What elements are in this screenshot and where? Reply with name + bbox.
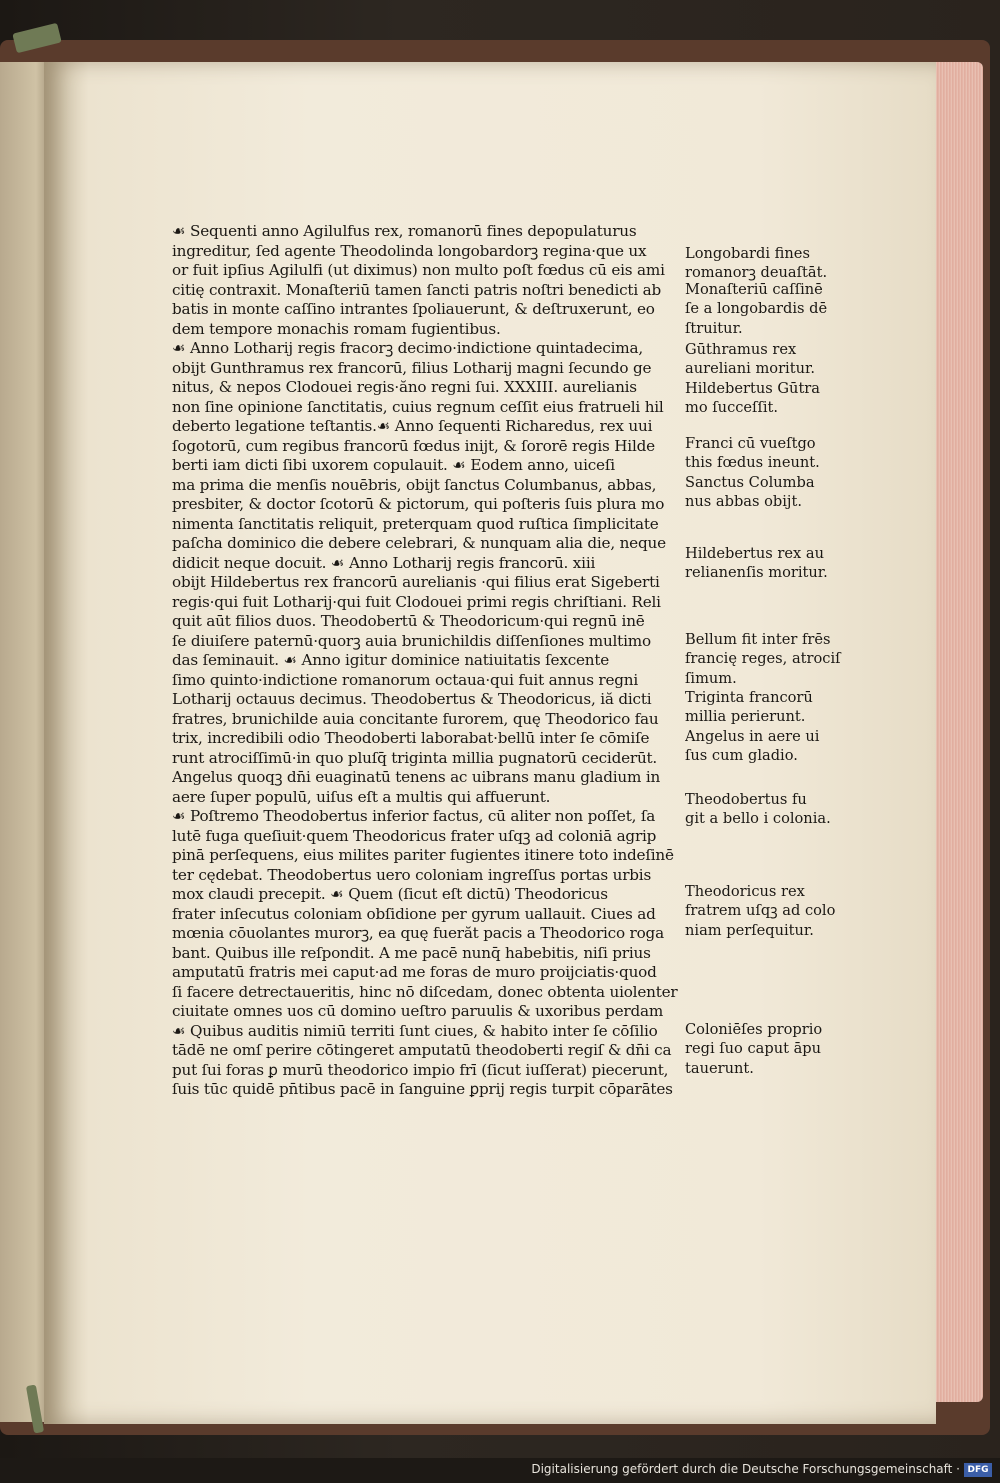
text-line: ☙ Quibus auditis nimiū territi ſunt ciues, & habito inter ſe cōſilio <box>172 1021 658 1040</box>
margin-note-line: ſe a longobardis dē <box>685 300 828 318</box>
text-line: ciuitate omnes uos cū domino ueſtro paruulis & uxoribus perdam <box>172 1002 664 1020</box>
margin-note-line: aureliani moritur. <box>685 360 815 378</box>
margin-note-line: Angelus in aere ui <box>685 727 820 745</box>
margin-note-line: Longobardi fines <box>685 245 810 262</box>
margin-note-line: Gūthramus rex <box>685 341 797 358</box>
margin-note-line: nus abbas obijt. <box>685 493 802 511</box>
text-line: ☙ Poſtremo Theodobertus inferior factus, cū aliter non poſſet, ſa <box>172 807 656 825</box>
margin-note-line: Sanctus Columba <box>685 473 815 491</box>
margin-note-line: Bellum fit inter frēs <box>685 631 831 648</box>
margin-note-line: ſtruitur. <box>685 319 743 337</box>
text-line: pinā perſequens, eius milites pariter fugientes itinere toto indeſinē <box>172 846 674 864</box>
margin-note <box>685 882 845 940</box>
text-line: regis·qui fuit Lotharij·qui fuit Clodouei primi regis chriſtiani. Reli <box>172 592 661 611</box>
text-line: deberto legatione teſtantis.☙ Anno ſequenti Richaredus, rex uui <box>172 417 653 435</box>
text-line: didicit neque docuit. ☙ Anno Lotharij regis francorū. xiii <box>172 553 596 572</box>
margin-note-line: fratrem uſqꝫ ad colo <box>685 902 836 920</box>
margin-note-line: regi ſuo caput āpu <box>685 1040 822 1058</box>
text-line: tādē ne omſ perire cōtingeret amputatū theodoberti regiſ & dn̄i ca <box>172 1041 672 1059</box>
margin-note <box>685 1020 845 1078</box>
text-line: aere ſuper populū, uiſus eſt a multis qui affuerunt. <box>172 787 551 806</box>
footer-bar <box>0 1458 1000 1483</box>
text-line: ſogotorū, cum regibus francorū fœdus inijt, & ſororē regis Hilde <box>172 436 655 455</box>
margin-notes <box>685 244 845 1104</box>
footer-credit: Digitalisierung gefördert durch die Deutsche Forschungsgemeinschaft · <box>531 1462 960 1476</box>
text-line: ſi facere detrectaueritis, hinc nō diſcedam, donec obtenta uiolenter <box>172 982 678 1001</box>
text-line: mox claudi precepit. ☙ Quem (ſicut eſt dictū) Theodoricus <box>172 885 608 903</box>
text-line: mœnia cōuolantes murorꝫ, ea quę fuerăt pacis a Theodorico roga <box>172 924 664 942</box>
margin-note <box>685 434 845 512</box>
text-line: bant. Quibus ille reſpondit. A me pacē nunq̄ habebitis, niſi prius <box>172 943 651 962</box>
text-line: put ſui foras ꝑ murū theodorico impio frī (ſicut iuſſerat) piecerunt, <box>172 1060 669 1079</box>
main-text-block <box>172 222 678 1122</box>
margin-note-line: tauerunt. <box>685 1059 754 1077</box>
margin-note-line: Theodoricus rex <box>685 883 805 900</box>
margin-note-line: Hildebertus rex au <box>685 545 824 562</box>
text-line: ſimo quinto·indictione romanorum octaua·qui fuit annus regni <box>172 670 639 689</box>
text-line: nitus, & nepos Clodouei regis·ăno regni ſui. XXXIII. aurelianis <box>172 378 637 396</box>
margin-note-line: Monaſteriū caſſinē <box>685 281 823 298</box>
text-line: ſe diuiſere paternū·quorꝫ auia brunichildis diſſenſiones multimo <box>172 631 651 650</box>
text-line: berti iam dicti ſibi uxorem copulauit. ☙ Eodem anno, uiceſi <box>172 456 615 474</box>
text-line: ma prima die menſis nouēbris, obijt ſanctus Columbanus, abbas, <box>172 475 657 494</box>
text-line: batis in monte caſſino intrantes ſpoliauerunt, & deſtruxerunt, eo <box>172 300 655 318</box>
text-line: frater inſecutus coloniam obſidione per gyrum uallauit. Ciues ad <box>172 904 656 923</box>
text-line: paſcha dominico die debere celebrari, & nunquam alia die, neque <box>172 534 666 552</box>
text-line: fratres, brunichilde auia concitante furorem, quę Theodorico fau <box>172 709 659 728</box>
text-line: das ſeminauit. ☙ Anno igitur dominice natiuitatis ſexcente <box>172 651 610 669</box>
text-line: ☙ Sequenti anno Agilulfus rex, romanorū fines depopulaturus <box>172 222 637 240</box>
text-line: presbiter, & doctor ſcotorū & pictorum, qui poſteris ſuis plura mo <box>172 495 665 513</box>
text-line: amputatū fratris mei caput·ad me foras de muro proijciatis·quod <box>172 963 657 981</box>
margin-note-line: mo ſucceſſit. <box>685 399 779 417</box>
text-line: ☙ Anno Lotharij regis fracorꝫ decimo·indictione quintadecima, <box>172 339 643 357</box>
text-line: Angelus quoqꝫ dn̄i euaginatū tenens ac uibrans manu gladium in <box>172 768 661 786</box>
margin-note <box>685 630 845 688</box>
text-line: nimenta ſanctitatis reliquit, preterquam quod ruſtica ſimplicitate <box>172 514 659 533</box>
margin-note-line: Coloniēſes proprio <box>685 1021 823 1038</box>
margin-note-line: millia perierunt. <box>685 708 806 726</box>
text-line: citię contraxit. Monaſteriū tamen ſancti patris noſtri benedicti ab <box>172 280 661 299</box>
text-line: lutē fuga queſiuit·quem Theodoricus frater uſqꝫ ad coloniā agrip <box>172 826 657 845</box>
margin-note-line: niam perſequitur. <box>685 921 814 939</box>
margin-note <box>685 340 845 418</box>
margin-note-line: git a bello i colonia. <box>685 810 831 828</box>
margin-note-line: ſimum. <box>685 669 737 687</box>
text-line: trix, incredibili odio Theodoberti laborabat·bellū inter ſe cōmiſe <box>172 729 650 747</box>
text-line: obijt Hildebertus rex francorū aurelianis ·qui filius erat Sigeberti <box>172 573 660 591</box>
dfg-logo: DFG <box>964 1463 992 1477</box>
margin-note <box>685 688 845 766</box>
text-line: ter cędebat. Theodobertus uero coloniam ingreſſus portas urbis <box>172 865 652 884</box>
margin-note-line: Franci cū vueſtgo <box>685 435 816 452</box>
margin-note <box>685 244 845 283</box>
text-line: ſuis tūc quidē pn̄tibus pacē in ſanguine ꝑprij regis turpit cōparātes <box>172 1080 673 1098</box>
margin-note-line: Theodobertus fu <box>685 791 807 808</box>
margin-note-line: romanorꝫ deuaſtāt. <box>685 264 828 282</box>
text-line: dem tempore monachis romam fugientibus. <box>172 319 501 338</box>
margin-note-line: francię reges, atrociſ <box>685 650 841 668</box>
text-line: runt atrociſſimū·in quo pluſq̄ triginta millia pugnatorū ceciderūt. <box>172 748 658 767</box>
margin-note-line: Hildebertus Gūtra <box>685 379 820 397</box>
text-line: non ſine opinione ſanctitatis, cuius regnum ceſſit eius fratrueli hil <box>172 397 664 416</box>
margin-note <box>685 790 845 829</box>
text-line: obijt Gunthramus rex francorū, filius Lotharij magni ſecundo ge <box>172 358 652 377</box>
margin-note <box>685 544 845 583</box>
text-line: quit aūt filios duos. Theodobertū & Theodoricum·qui regnū inē <box>172 612 645 630</box>
margin-note-line: ſus cum gladio. <box>685 747 798 765</box>
margin-note-line: this fœdus ineunt. <box>685 454 820 472</box>
text-line: Lotharij octauus decimus. Theodobertus & Theodoricus, iă dicti <box>172 690 652 708</box>
margin-note-line: Triginta francorū <box>685 689 813 706</box>
text-line: ingreditur, ſed agente Theodolinda longobardorꝫ regina·que ux <box>172 241 647 260</box>
text-line: or fuit ipſius Agilulfi (ut diximus) non multo poſt fœdus cū eis ami <box>172 261 665 279</box>
margin-note <box>685 280 845 338</box>
margin-note-line: relianenſis moritur. <box>685 564 828 582</box>
